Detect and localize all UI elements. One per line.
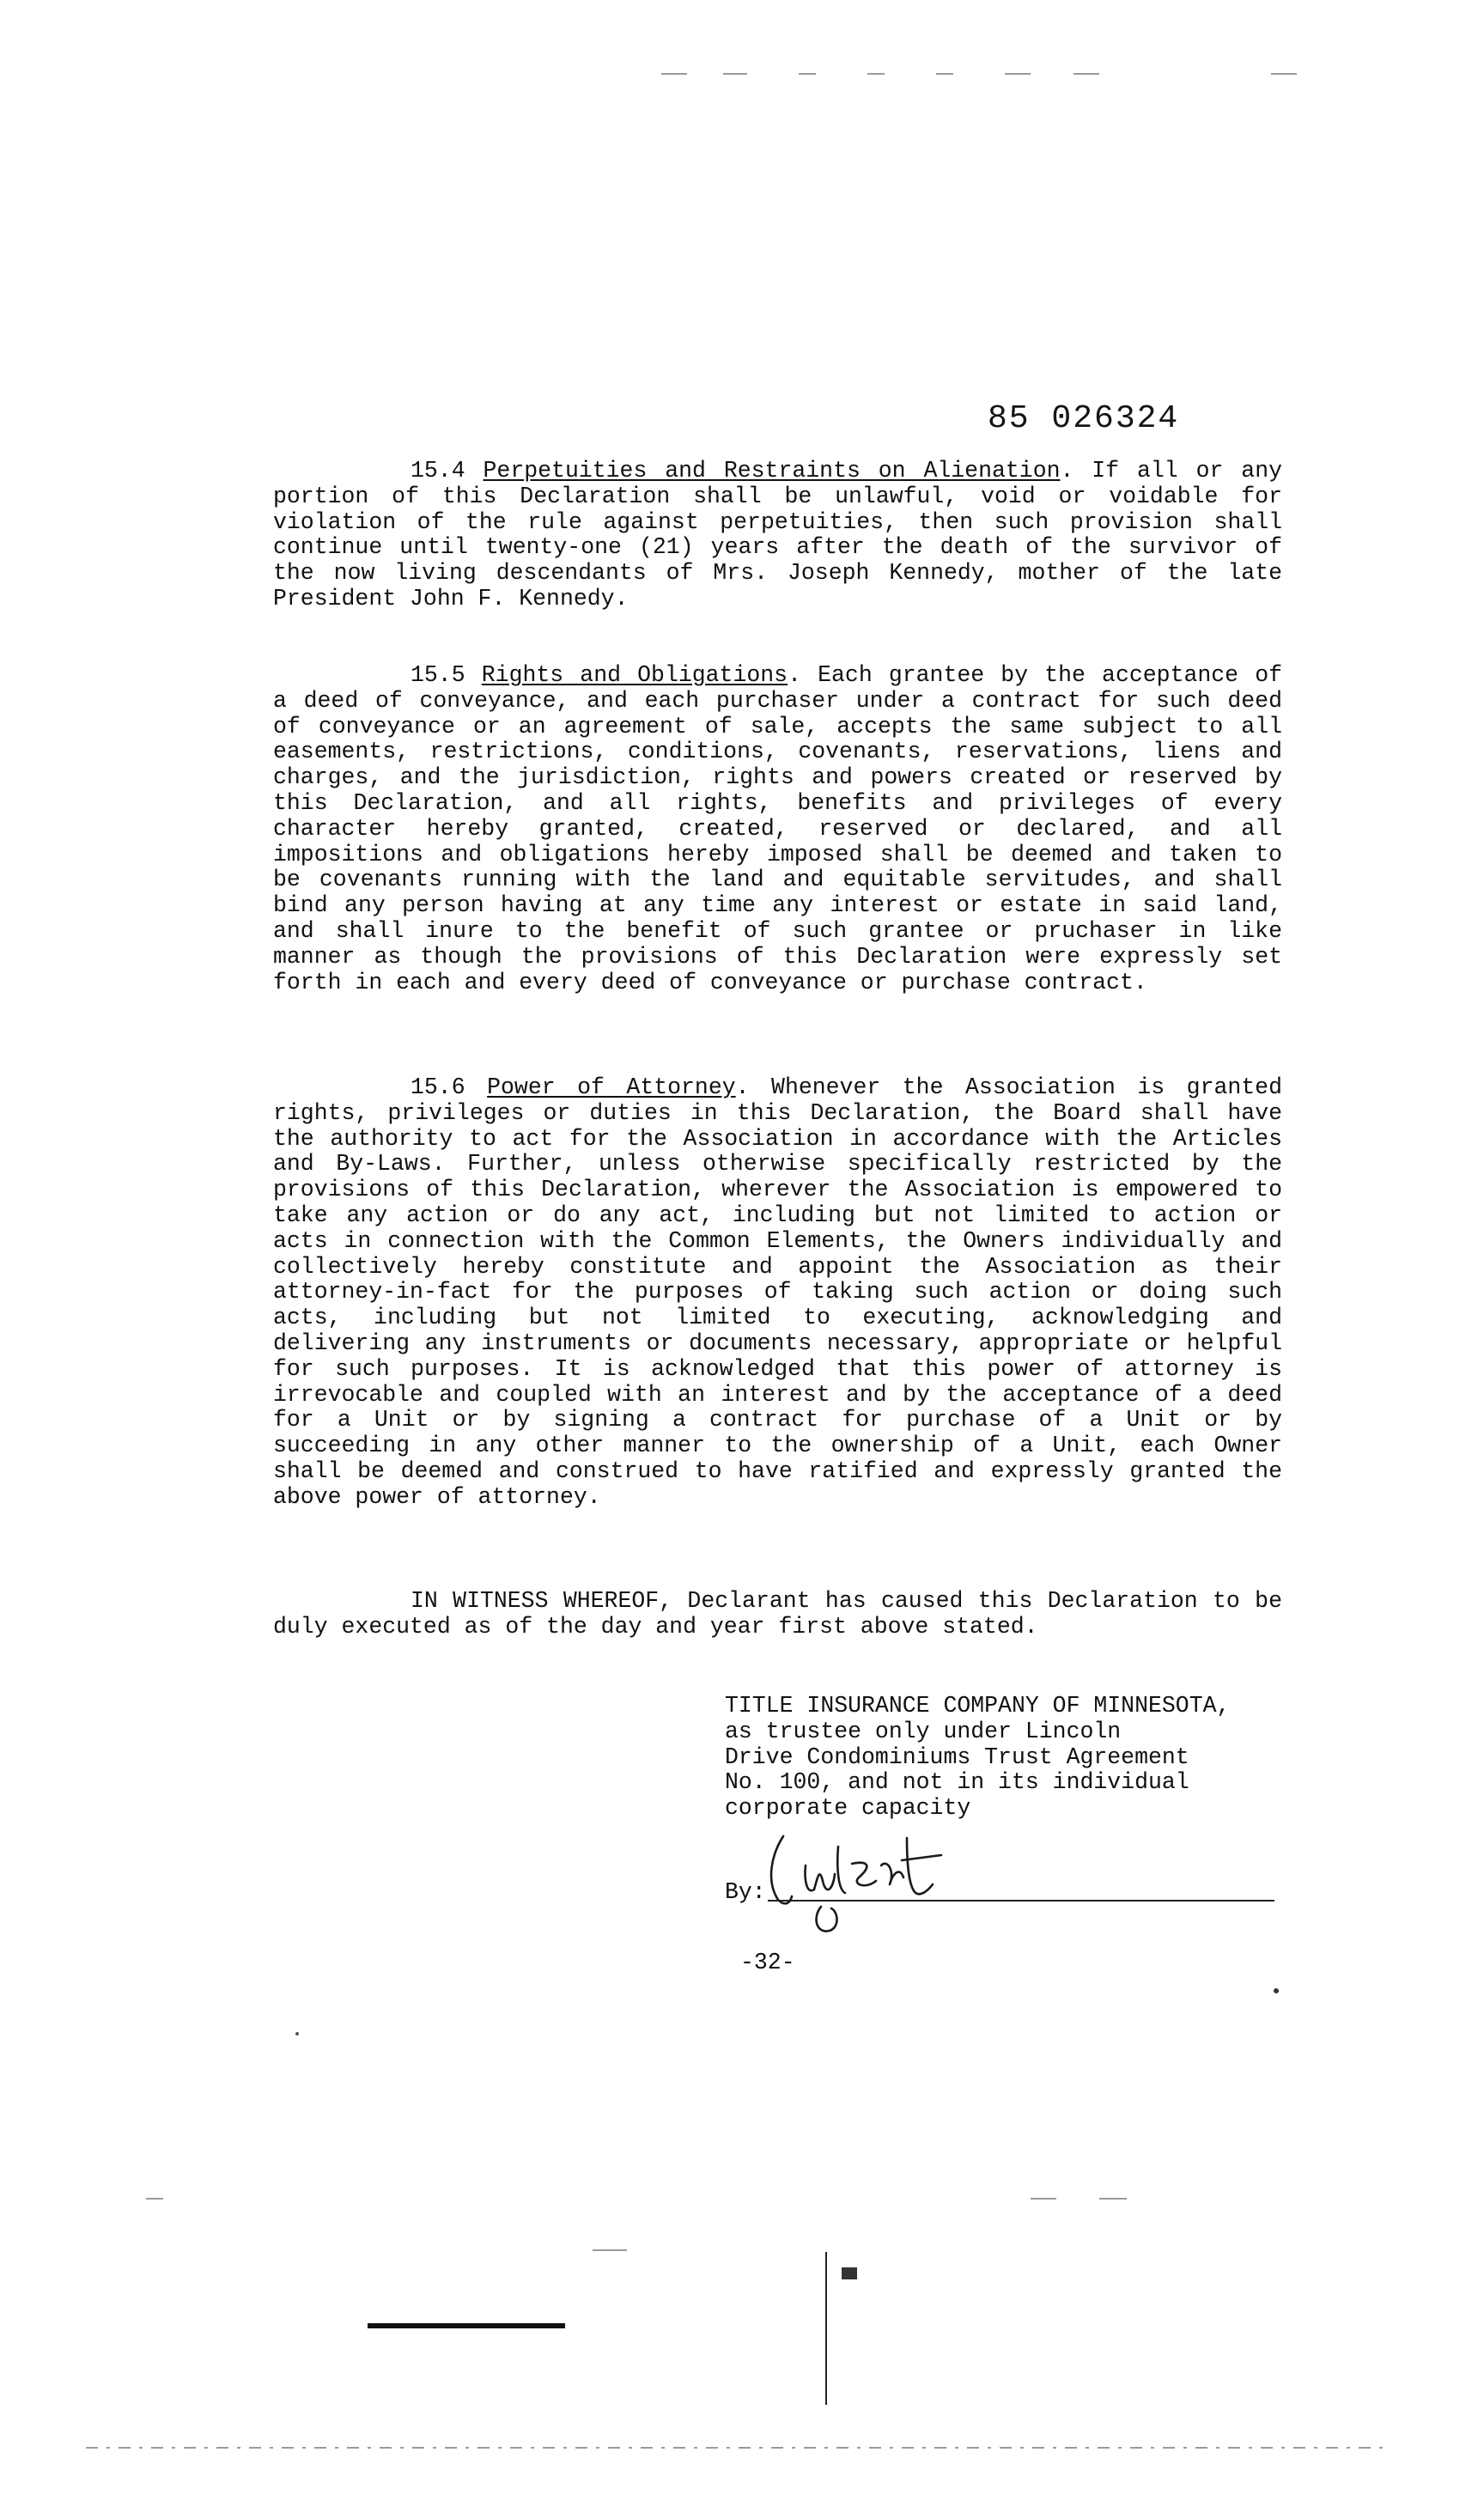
- section-heading: Rights and Obligations: [481, 662, 788, 688]
- section-body: . Each grantee by the acceptance of a deed of conveyance, and each purchaser under a contract for such deed of conveyance or an agreement of sale, accepts the same subject to all easements, restrictions, conditions, covenants, reservations, liens and charges, and the jurisdiction, rights and powers created or reserved by this Declaration, and all rights, benefits and privileges of every character hereby granted, created, reserved or declared, and all impositions and obligations hereby imposed shall be deemed and taken to be covenants running with the land and equitable servitudes, and shall bind any person having at any time any interest or estate in said land, and shall inure to the benefit of such grantee or pruchaser in like manner as though the provisions of this Declaration were expressly set forth in each and every deed of conveyance or purchase contract.: [273, 662, 1283, 995]
- paragraph-15-6: [273, 1075, 1282, 1511]
- section-heading: Power of Attorney: [487, 1074, 736, 1100]
- section-number: 15.5: [411, 662, 465, 688]
- signatory-line: TITLE INSURANCE COMPANY OF MINNESOTA,: [725, 1693, 1231, 1719]
- section-body: . Whenever the Association is granted rights, privileges or duties in this Declaration, the Board shall have the authority to act for the Association in accordance with the Articles and By-Laws. Further, unless otherwise specifically restricted by the provisions of this Declaration, wherever the Association is empowered to take any action or do any act, including but not limited to action or acts in connection with the Common Elements, the Owners individually and collectively hereby constitute and appoint the Association as their attorney-in-fact for the purposes of taking such action or doing such acts, including but not limited to executing, acknowledging and delivering any instruments or documents necessary, appropriate or helpful for such purposes. It is acknowledged that this power of attorney is irrevocable and coupled with an interest and by the acceptance of a deed for a Unit or by signing a contract for purchase of a Unit or by succeeding in any other manner to the ownership of a Unit, each Owner shall be deemed and construed to have ratified and expressly granted the above power of attorney.: [273, 1074, 1282, 1510]
- paragraph-15-4: [273, 459, 1282, 612]
- signatory-line: as trustee only under Lincoln: [725, 1718, 1122, 1744]
- paragraph-15-4-text: [273, 459, 1282, 612]
- signatory-line: No. 100, and not in its individual: [725, 1769, 1189, 1796]
- signatory-line: Drive Condominiums Trust Agreement: [725, 1743, 1189, 1770]
- signatory-line: corporate capacity: [725, 1795, 971, 1822]
- section-number: 15.6: [411, 1074, 465, 1100]
- witness-clause: [273, 1589, 1282, 1640]
- paragraph-15-5: [273, 663, 1282, 995]
- page-number: -32-: [740, 1950, 795, 1975]
- by-label: By:: [725, 1879, 766, 1905]
- document-number: 85 026324: [988, 400, 1180, 437]
- section-number: 15.4: [411, 458, 465, 484]
- witness-clause-text: IN WITNESS WHEREOF, Declarant has caused this Declaration to be duly executed as of the day and year first above stated.: [273, 1588, 1282, 1640]
- paragraph-15-6-text: [273, 1075, 1282, 1511]
- signatory-block: [725, 1694, 1309, 1822]
- section-heading: Perpetuities and Restraints on Alienation: [483, 458, 1061, 484]
- handwritten-signature: [756, 1821, 979, 1950]
- section-body: . If all or any portion of this Declaration shall be unlawful, void or voidable for violation of the rule against perpetuities, then such provision shall continue until twenty-one (21) years after the death of the survivor of the now living descendants of Mrs. Joseph Kennedy, mother of the late President John F. Kennedy.: [273, 458, 1282, 612]
- paragraph-15-5-text: [273, 663, 1282, 995]
